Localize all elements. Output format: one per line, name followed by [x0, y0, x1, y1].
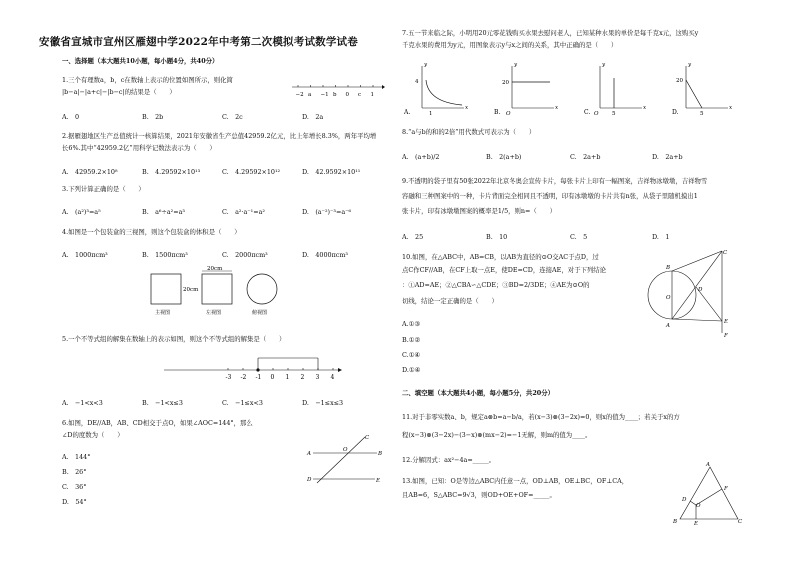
svg-text:20: 20	[502, 80, 509, 86]
svg-text:A.: A.	[404, 109, 411, 116]
q5-axis-tick-label: 0	[270, 374, 275, 381]
svg-text:x: x	[465, 105, 469, 111]
q6-point-c: C	[365, 435, 370, 441]
q5-line1: 5.一个不等式组的解集在数轴上的表示如图，则这个不等式组的解集是（ ）	[62, 335, 286, 343]
svg-text:y: y	[514, 62, 518, 68]
side-view-square	[202, 274, 232, 304]
q5-axis-tick-label: 2	[300, 374, 305, 381]
q8-option-d: D. 2a+b	[652, 153, 683, 161]
q5-number-line	[162, 350, 342, 380]
q6-line2: ∠D的度数为（ ）	[62, 431, 124, 439]
q10-point-b: B	[666, 265, 671, 271]
q1-option-b: B. 2b	[142, 113, 164, 121]
q13-line1: 13.如图，已知：O是等边△ABC内任意一点，OD⊥AB，OE⊥BC，OF⊥CA，	[402, 477, 629, 485]
q4-line1: 4.如图是一个包装盒的三视图，则这个包装盒的体积是（ ）	[62, 228, 241, 236]
q10-point-o: O	[666, 295, 671, 301]
svg-text:C.: C.	[584, 109, 591, 116]
q5-axis-tick-label: -1	[255, 374, 262, 381]
q10-point-a: A	[666, 323, 670, 329]
q11-line2: 程(x−3)⊗(3−2x)−(3−x)⊗(mx−2)=−1无解，则m的值为____。	[402, 431, 592, 439]
q8-option-a: A. (a+b)/2	[402, 153, 440, 161]
q7-line1: 7.五一节来临之际，小明用20元零花钱购买水果去慰问老人，已知某种水果的单价是每千克x元，这购买y	[402, 29, 699, 37]
q11-line1: 11.对于非零实数a、b，规定a⊗b=a−b/a，若(x−3)⊗(3−2x)=0，则x的值为____；若关于x的方	[402, 413, 680, 421]
q6-point-a: A	[307, 451, 311, 457]
q10-point-c: C	[723, 250, 728, 256]
q13-point-o: O	[696, 503, 701, 509]
q4-option-b: B. 1500πcm³	[142, 251, 188, 259]
svg-text:x: x	[643, 105, 647, 111]
q4-option-d: D. 4000πcm³	[302, 251, 348, 259]
top-view-circle	[247, 274, 277, 304]
q3-option-c: C. a²·a⁻¹=a²	[222, 208, 265, 216]
q4-option-c: C. 2000πcm³	[222, 251, 268, 259]
q7-graph-a	[403, 62, 469, 117]
top-view-label: 俯视图	[252, 310, 268, 316]
section-2-heading: 二、填空题（本大题共4小题，每小题5分，共20分）	[402, 389, 554, 397]
q9-line3: 张卡片，印有冰墩墩图案的概率是1/5，则n=（ ）	[402, 207, 556, 215]
q10-point-e: E	[724, 319, 729, 325]
q7-graph-b	[494, 62, 559, 117]
front-view-square	[151, 274, 181, 304]
svg-text:4: 4	[415, 79, 419, 85]
svg-text:O: O	[594, 111, 599, 117]
svg-text:y: y	[602, 62, 606, 68]
q1-axis-tick-label: 1	[370, 92, 374, 98]
svg-text:20: 20	[676, 78, 683, 84]
paper-title: 安徽省宣城市宣州区雁翅中学2022年中考第二次模拟考试数学试卷	[39, 36, 358, 48]
q9-option-c: C. 5	[570, 233, 588, 241]
q1-option-c: C. 2c	[222, 113, 243, 121]
q1-option-a: A. 0	[62, 113, 80, 121]
q13-point-e: E	[694, 521, 699, 527]
q2-option-d: D. 42.9592×10¹¹	[302, 168, 361, 176]
q6-point-e: E	[376, 478, 381, 484]
q5-axis-tick-label: 3	[315, 374, 320, 381]
q4-three-views	[147, 268, 282, 320]
q6-point-o: O	[343, 447, 348, 453]
q2-option-a: A. 42959.2×10⁸	[62, 168, 118, 176]
q1-axis-tick-label: 0	[345, 92, 349, 98]
q10-figure	[646, 247, 732, 339]
q7-line2: 千克水果的费用为y元，用图象表示y与x之间的关系，其中正确的是（ ）	[402, 41, 618, 49]
side-view-label: 左视图	[206, 310, 222, 316]
q13-point-f: F	[724, 486, 728, 492]
q13-line2: 且AB=6，S△ABC=9√3，则OD+OE+OF=_____。	[402, 491, 556, 499]
q4-dim-side: 20cm	[183, 287, 199, 293]
q5-option-c: C. −1≤x<3	[222, 399, 263, 407]
q10-point-d: D	[698, 287, 703, 293]
q13-point-d: D	[682, 497, 687, 503]
q10-line2: 点C作CF//AB，在CF上取一点E，使DE=CD，连接AE，对于下列结论	[402, 266, 607, 274]
q10-option-c: C.①④	[402, 351, 421, 359]
q8-line1: 8.“a与b的和的2倍”用代数式可表示为（ ）	[402, 128, 536, 136]
q6-option-b: B. 26°	[62, 468, 87, 476]
q8-option-b: B. 2(a+b)	[486, 153, 522, 161]
q9-line1: 9.不透明的袋子里有50张2022年北京冬奥会宣传卡片，每张卡片上印有一幅图案，吉祥物冰墩墩，吉祥物雪	[402, 177, 708, 185]
q1-axis-tick-label: b	[333, 92, 337, 98]
q6-point-b: B	[378, 451, 383, 457]
q10-line4: 切线，结论一定正确的是（ ）	[402, 297, 498, 305]
q10-line3: ：①AD=AE；②△CBA∽△CDE；③BD=2/3DE；④AE为⊙O的	[402, 281, 590, 289]
q13-figure	[672, 463, 742, 525]
svg-text:D.: D.	[672, 109, 679, 116]
q5-axis-tick-label: 1	[285, 374, 290, 381]
q6-option-a: A. 144°	[62, 453, 91, 461]
q1-number-line	[290, 80, 385, 98]
q4-option-a: A. 1000πcm³	[62, 251, 108, 259]
q7-graph-c	[584, 62, 647, 117]
q2-option-c: C. 4.29592×10¹²	[222, 168, 281, 176]
q6-option-d: D. 54°	[62, 498, 87, 506]
q3-option-b: B. a⁶÷a²=a³	[142, 208, 185, 216]
q1-line2: |b−a|−|a+c|−|b−c|的结果是（ ）	[62, 88, 176, 96]
q5-option-a: A. −1<x<3	[62, 399, 103, 407]
svg-text:y: y	[424, 62, 428, 68]
q3-option-a: A. (a²)³=a⁵	[62, 208, 101, 216]
q13-point-c: C	[738, 519, 743, 525]
q2-option-b: B. 4.29592×10¹³	[142, 168, 201, 176]
svg-text:x: x	[729, 105, 733, 111]
q2-line2: 长6%.其中“42959.2亿”用科学记数法表示为（ ）	[62, 144, 216, 152]
q9-option-a: A. 25	[402, 233, 424, 241]
q10-option-d: D.①④	[402, 366, 421, 374]
svg-text:B.: B.	[494, 109, 501, 116]
svg-text:5: 5	[612, 111, 616, 117]
q5-option-d: D. −1≤x≤3	[302, 399, 344, 407]
svg-text:O: O	[506, 111, 511, 117]
q10-line1: 10.如图，在△ABC中，AB=CB，以AB为直径的⊙O交AC于点D，过	[402, 253, 599, 261]
q9-line2: 容融和三种图案中的一种，卡片背面完全相同且不透明，印有冰墩墩的卡片共有n张，从袋子里随机摸出1	[402, 192, 698, 200]
q10-option-b: B.①②	[402, 336, 421, 344]
svg-text:1: 1	[429, 111, 433, 117]
q7-graph-d	[672, 62, 733, 117]
q6-option-c: C. 36°	[62, 483, 87, 491]
q1-axis-tick-label: a	[308, 92, 312, 98]
q9-option-b: B. 10	[486, 233, 508, 241]
q5-axis-tick-label: 4	[330, 374, 335, 381]
q1-axis-tick-label: −1	[320, 92, 329, 98]
q6-figure	[307, 433, 387, 485]
q3-option-d: D. (a⁻²)⁻³=a⁻⁶	[302, 208, 352, 216]
front-view-label: 主视图	[155, 310, 171, 316]
q1-axis-tick-label: −2	[295, 92, 304, 98]
svg-text:y: y	[688, 62, 692, 68]
q7-graphs	[402, 58, 732, 118]
q1-option-d: D. 2a	[302, 113, 324, 121]
q5-axis-tick-label: -3	[225, 374, 232, 381]
q5-option-b: B. −1<x≤3	[142, 399, 183, 407]
q9-option-d: D. 1	[652, 233, 670, 241]
q13-point-a: A	[706, 462, 710, 468]
q6-line1: 6.如图，DE//AB，AB、CD相交于点O，如果∠AOC=144°，那么	[62, 419, 253, 427]
q3-line1: 3.下列计算正确的是（ ）	[62, 185, 145, 193]
q8-option-c: C. 2a+b	[570, 153, 601, 161]
q5-axis-tick-label: -2	[240, 374, 247, 381]
q6-point-d: D	[307, 477, 312, 483]
q12-line1: 12.分解因式：ax²−4a=_____。	[402, 456, 496, 464]
q13-point-b: B	[673, 519, 678, 525]
q1-line1: 1.三个有理数a，b，c在数轴上表示的位置如图所示，则化简	[62, 76, 233, 84]
q2-line1: 2.据雁翅地区生产总值统计一核算结果，2021年安徽省生产总值42959.2亿元，比上年增长8.3%，两年平均增	[62, 132, 377, 140]
q1-axis-tick-label: c	[358, 92, 362, 98]
svg-text:5: 5	[700, 111, 704, 117]
q10-point-f: F	[724, 333, 728, 339]
q10-option-a: A.①③	[402, 320, 421, 328]
section-1-heading: 一、选择题（本大题共10小题，每小题4分，共40分）	[62, 57, 219, 65]
svg-text:x: x	[555, 105, 559, 111]
q4-dim-top: 20cm	[207, 266, 223, 272]
